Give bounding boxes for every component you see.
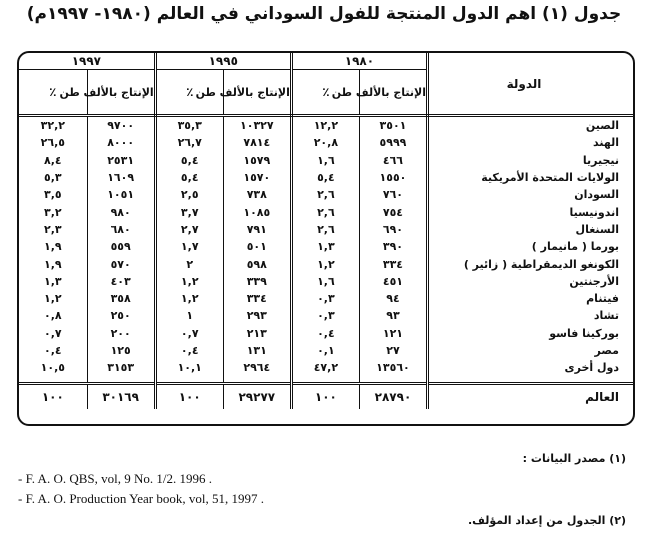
cell: ٨٠٠٠	[87, 134, 155, 151]
cell: ٩٣	[359, 307, 427, 324]
cell: ٣١٥٣	[87, 359, 155, 376]
cell: ٥٥٩	[87, 238, 155, 255]
cell: ٤٠٣	[87, 273, 155, 290]
cell: ٠,٧	[155, 325, 223, 342]
cell: ٣,٢	[44, 205, 62, 219]
cell: ٢,٥	[155, 186, 223, 203]
year-header-1995: ١٩٩٥	[155, 53, 291, 70]
year-header-1980: ١٩٨٠	[291, 53, 427, 70]
cell: ١٠٣٢٧	[223, 116, 291, 135]
cell: ٣,٧	[155, 203, 223, 220]
cell: ٢,٣	[44, 222, 62, 236]
cell: ٣٥,٣	[155, 116, 223, 135]
cell: ٩٤	[359, 290, 427, 307]
percent-header: ٪	[291, 70, 359, 116]
cell: ٥,٤	[291, 169, 359, 186]
cell: ٠,٤	[155, 342, 223, 359]
table-row	[19, 255, 633, 272]
cell: ٣,٥	[44, 188, 62, 202]
cell: ٥,٤	[155, 169, 223, 186]
country-name: مصر	[428, 342, 634, 359]
cell: ٣٥٠١	[359, 116, 427, 135]
cell: ٠,٤	[291, 325, 359, 342]
cell: ١٠٠	[155, 384, 223, 410]
cell: ٥٧٠	[87, 255, 155, 272]
cell: ٢,٧	[155, 221, 223, 238]
cell: ٢,٦	[291, 221, 359, 238]
cell: ١٢١	[359, 325, 427, 342]
cell: ٢٦,٧	[155, 134, 223, 151]
total-row	[19, 384, 633, 410]
table-row	[19, 290, 633, 307]
country-name: تشاد	[428, 307, 634, 324]
cell: ٤٥١	[359, 273, 427, 290]
cell: ٤٦٦	[359, 152, 427, 169]
country-name: بوركينا فاسو	[428, 325, 634, 342]
cell: ١٣٥٦٠	[359, 359, 427, 376]
cell: ١,٦	[291, 273, 359, 290]
cell: ٠,١	[291, 342, 359, 359]
cell: ٠,٣	[291, 290, 359, 307]
cell: ٢٩٦٤	[223, 359, 291, 376]
cell: ٢,٦	[291, 186, 359, 203]
table-total	[19, 384, 633, 410]
country-name: السودان	[428, 186, 634, 203]
author-note: (٢) الجدول من إعداد المؤلف.	[467, 514, 626, 527]
cell: ٢٠,٨	[291, 134, 359, 151]
cell: ٧٦٠	[359, 186, 427, 203]
cell: ١٥٧٠	[223, 169, 291, 186]
country-header: الدولة	[428, 53, 634, 116]
cell: ١	[155, 307, 223, 324]
cell: ٨,٤	[44, 153, 62, 167]
country-name: الكونغو الديمقراطية ( زائير )	[428, 255, 634, 272]
cell: ١,٩	[44, 240, 62, 254]
cell: ٢٦,٥	[40, 136, 65, 150]
cell: ٩٨٠	[87, 203, 155, 220]
cell: ٠,٧	[44, 326, 62, 340]
cell: ٤٧,٢	[291, 359, 359, 376]
cell: ١,٦	[291, 152, 359, 169]
country-name: بورما ( مانيمار )	[428, 238, 634, 255]
table-row	[19, 116, 633, 135]
cell: ١,٢	[155, 273, 223, 290]
percent-header: ٪	[19, 70, 87, 116]
production-table	[19, 53, 633, 409]
table-row	[19, 134, 633, 151]
cell: ٦٨٠	[87, 221, 155, 238]
table-row	[19, 325, 633, 342]
cell: ٠,٤	[44, 344, 62, 357]
production-header: الإنتاج بالألف طن	[359, 70, 427, 116]
cell: ٣٥٨	[87, 290, 155, 307]
table-row	[19, 203, 633, 220]
table-title: جدول (١) اهم الدول المنتجة للفول السوداني في العالم (١٩٨٠- ١٩٩٧م)	[26, 4, 622, 24]
cell: ٢٩٣	[223, 307, 291, 324]
cell: ٢٥٠	[87, 307, 155, 324]
table-row	[19, 307, 633, 324]
cell: ٠,٨	[44, 309, 62, 323]
cell: ٣٣٩	[223, 273, 291, 290]
country-name: الصين	[428, 116, 634, 135]
table-row	[19, 238, 633, 255]
country-name: السنغال	[428, 221, 634, 238]
cell: ١,٣	[44, 274, 62, 288]
cell: ٥,٤	[155, 152, 223, 169]
country-name: نيجيريا	[428, 152, 634, 169]
production-table-frame	[17, 51, 635, 426]
source-label: (١) مصدر البيانات :	[522, 452, 626, 465]
cell: ٧٩١	[223, 221, 291, 238]
cell: ١,٢	[291, 255, 359, 272]
table-row	[19, 186, 633, 203]
source-item: - F. A. O. Production Year book, vol, 51, 1997 .	[18, 491, 264, 506]
total-label: العالم	[428, 384, 634, 410]
cell: ٥٩٨	[223, 255, 291, 272]
cell: ١,٩	[44, 257, 62, 271]
cell: ٢٥٣١	[87, 152, 155, 169]
table-row	[19, 221, 633, 238]
cell: ١٠٠	[291, 384, 359, 410]
cell: ٧٥٤	[359, 203, 427, 220]
cell: ٣٣٤	[223, 290, 291, 307]
country-name: فيتنام	[428, 290, 634, 307]
cell: ٢٩٢٧٧	[223, 384, 291, 410]
table-row	[19, 342, 633, 359]
source-item: - F. A. O. QBS, vol, 9 No. 1/2. 1996 .	[18, 471, 212, 486]
cell: ٢	[155, 255, 223, 272]
country-name: الهند	[428, 134, 634, 151]
cell: ١٣١	[223, 342, 291, 359]
country-name: دول أخرى	[428, 359, 634, 376]
cell: ١٠,٥	[40, 361, 65, 375]
cell: ٥٠١	[223, 238, 291, 255]
country-name: اندونيسيا	[428, 203, 634, 220]
percent-header: ٪	[155, 70, 223, 116]
year-header-1997: ١٩٩٧	[19, 53, 155, 70]
cell: ١٠٠	[19, 384, 87, 410]
cell: ١,٢	[44, 292, 62, 306]
cell: ٥,٣	[44, 171, 62, 185]
table-row	[19, 152, 633, 169]
table-row	[19, 169, 633, 186]
cell: ٧٣٨	[223, 186, 291, 203]
cell: ١,٣	[291, 238, 359, 255]
cell: ٠,٣	[291, 307, 359, 324]
table-row	[19, 359, 633, 376]
cell: ١,٧	[155, 238, 223, 255]
cell: ٧٨١٤	[223, 134, 291, 151]
cell: ٢١٣	[223, 325, 291, 342]
cell: ٦٩٠	[359, 221, 427, 238]
cell: ٢٠٠	[87, 325, 155, 342]
cell: ١٥٥٠	[359, 169, 427, 186]
cell: ١٢٥	[87, 342, 155, 359]
cell: ٢,٦	[291, 203, 359, 220]
cell: ٢٧	[359, 342, 427, 359]
cell: ١,٢	[155, 290, 223, 307]
cell: ١٠٨٥	[223, 203, 291, 220]
cell: ١٦٠٩	[87, 169, 155, 186]
cell: ١٠,١	[155, 359, 223, 376]
cell: ١٢,٢	[291, 116, 359, 135]
production-header: الإنتاج بالألف طن	[87, 70, 155, 116]
cell: ٣٩٠	[359, 238, 427, 255]
cell: ٣٢,٢	[40, 119, 65, 133]
cell: ١٠٥١	[87, 186, 155, 203]
cell: ٩٧٠٠	[87, 116, 155, 135]
country-name: الأرجنتين	[428, 273, 634, 290]
country-name: الولايات المتحدة الأمريكية	[428, 169, 634, 186]
table-body	[19, 116, 633, 384]
cell: ٣٠١٦٩	[87, 384, 155, 410]
cell: ٣٣٤	[359, 255, 427, 272]
table-row	[19, 273, 633, 290]
cell: ٥٩٩٩	[359, 134, 427, 151]
cell: ٢٨٧٩٠	[359, 384, 427, 410]
cell: ١٥٧٩	[223, 152, 291, 169]
production-header: الإنتاج بالألف طن	[223, 70, 291, 116]
